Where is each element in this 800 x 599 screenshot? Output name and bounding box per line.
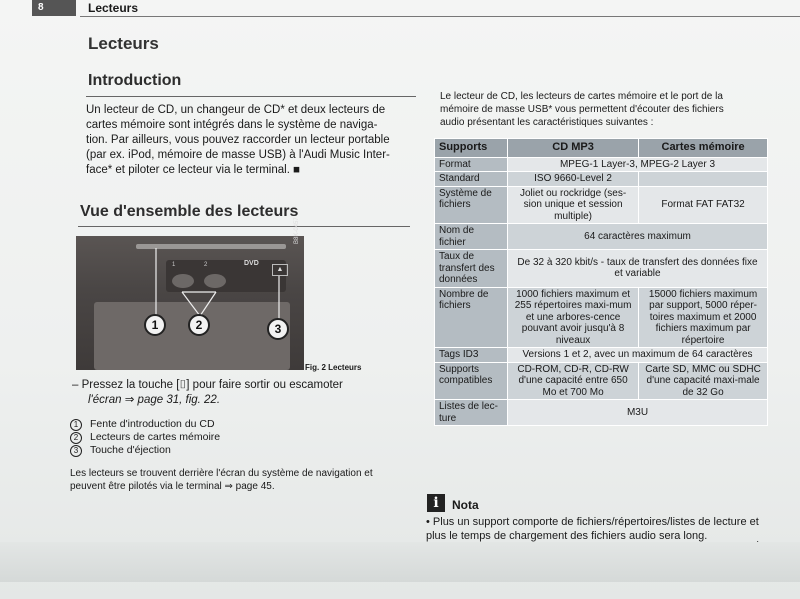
header-rule xyxy=(80,16,800,17)
slot-number: 1 xyxy=(172,262,176,268)
column-header: Cartes mémoire xyxy=(639,139,768,158)
location-note xyxy=(70,467,420,493)
main-title: Lecteurs xyxy=(88,34,159,53)
table-row: Système de fichiers Joliet ou rockridge (ses-sion unique et session multiple) Format FAT FAT32 xyxy=(435,186,768,224)
right-intro-line: Le lecteur de CD, les lecteurs de cartes mémoire et le port de la xyxy=(440,91,723,102)
right-intro xyxy=(440,90,770,129)
table-row: Standard ISO 9660-Level 2 xyxy=(435,172,768,187)
callout-1: 1 xyxy=(144,314,166,336)
nota-title: Nota xyxy=(452,498,479,512)
table-header-row xyxy=(435,139,768,158)
intro-line: (par ex. iPod, mémoire de masse USB) à l'Audi Music Inter- xyxy=(86,149,390,161)
callout-lines xyxy=(76,236,304,370)
right-intro-line: mémoire de masse USB* vous permettent d'écouter des fichiers xyxy=(440,104,724,115)
drives-photo xyxy=(76,236,304,370)
table-row: Nombre de fichiers 1000 fichiers maximum et 255 répertoires maxi-mum et une arbores-cence pouvant avoir jusqu'à 8 niveaux 15000 fichiers maximum par support, 5000 réper-toires maximum et 2000 fichiers maximum par répertoire xyxy=(435,287,768,348)
intro-line: cartes mémoire sont intégrés dans le système de naviga- xyxy=(86,119,378,131)
overview-heading: Vue d'ensemble des lecteurs xyxy=(80,203,299,220)
legend-list xyxy=(70,418,220,457)
page-header xyxy=(0,0,800,18)
page-footer xyxy=(0,542,800,582)
table-row: Nom de fichier 64 caractères maximum xyxy=(435,224,768,250)
introduction-heading: Introduction xyxy=(88,72,182,89)
table-row: Format MPEG-1 Layer-3, MPEG-2 Layer 3 xyxy=(435,157,768,172)
page-number: 8 xyxy=(32,0,76,16)
column-header: Supports xyxy=(435,139,508,158)
overview-rule xyxy=(78,226,410,227)
instruction-line: – Pressez la touche [⌷] pour faire sortir ou escamoter xyxy=(72,379,343,391)
table-row: Listes de lec-ture M3U xyxy=(435,400,768,426)
instruction-line: l'écran ⇒ page 31, fig. 22. xyxy=(88,394,221,406)
nota-text: • Plus un support comporte de fichiers/répertoires/listes de lecture et plus le temps de chargement des fichiers audio sera long. xyxy=(426,516,759,542)
list-item: 1 Fente d'introduction du CD xyxy=(70,418,220,431)
specs-table xyxy=(434,138,768,426)
column-header: CD MP3 xyxy=(508,139,639,158)
list-item: 3 Touche d'éjection xyxy=(70,444,220,457)
dvd-label: DVD xyxy=(244,260,259,267)
introduction-text xyxy=(86,103,416,178)
list-item: 2 Lecteurs de cartes mémoire xyxy=(70,431,220,444)
table-row: Tags ID3 Versions 1 et 2, avec un maximum de 64 caractères xyxy=(435,348,768,363)
figure-caption: Fig. 2 Lecteurs xyxy=(305,363,362,372)
table-row: Taux de transfert des données De 32 à 320 kbit/s - taux de transfert des données fixe et variable xyxy=(435,250,768,288)
intro-line: Un lecteur de CD, un changeur de CD* et deux lecteurs de xyxy=(86,104,386,116)
table-row: Supports compatibles CD-ROM, CD-R, CD-RW d'une capacité entre 650 Mo et 700 Mo Carte SD, MMC ou SDHC d'une capacité maxi-male de 32 Go xyxy=(435,362,768,400)
note-line: Les lecteurs se trouvent derrière l'écran du système de navigation et xyxy=(70,468,373,479)
callout-3: 3 xyxy=(267,318,289,340)
instruction xyxy=(72,378,422,408)
running-title: Lecteurs xyxy=(88,1,139,15)
right-intro-line: audio présentant les caractéristiques suivantes : xyxy=(440,117,654,128)
introduction-rule xyxy=(86,96,416,97)
intro-line: tion. Par ailleurs, vous pouvez raccorder un lecteur portable xyxy=(86,134,390,146)
info-icon: i xyxy=(427,494,445,512)
intro-line: face* et piloter ce lecteur via le terminal. ■ xyxy=(86,164,301,176)
note-line: peuvent être pilotés via le terminal ⇒ page 45. xyxy=(70,481,275,492)
callout-2: 2 xyxy=(188,314,210,336)
figure-code: B8K-0457 xyxy=(294,217,300,244)
slot-number: 2 xyxy=(204,262,208,268)
eject-icon: ▲ xyxy=(272,264,288,276)
